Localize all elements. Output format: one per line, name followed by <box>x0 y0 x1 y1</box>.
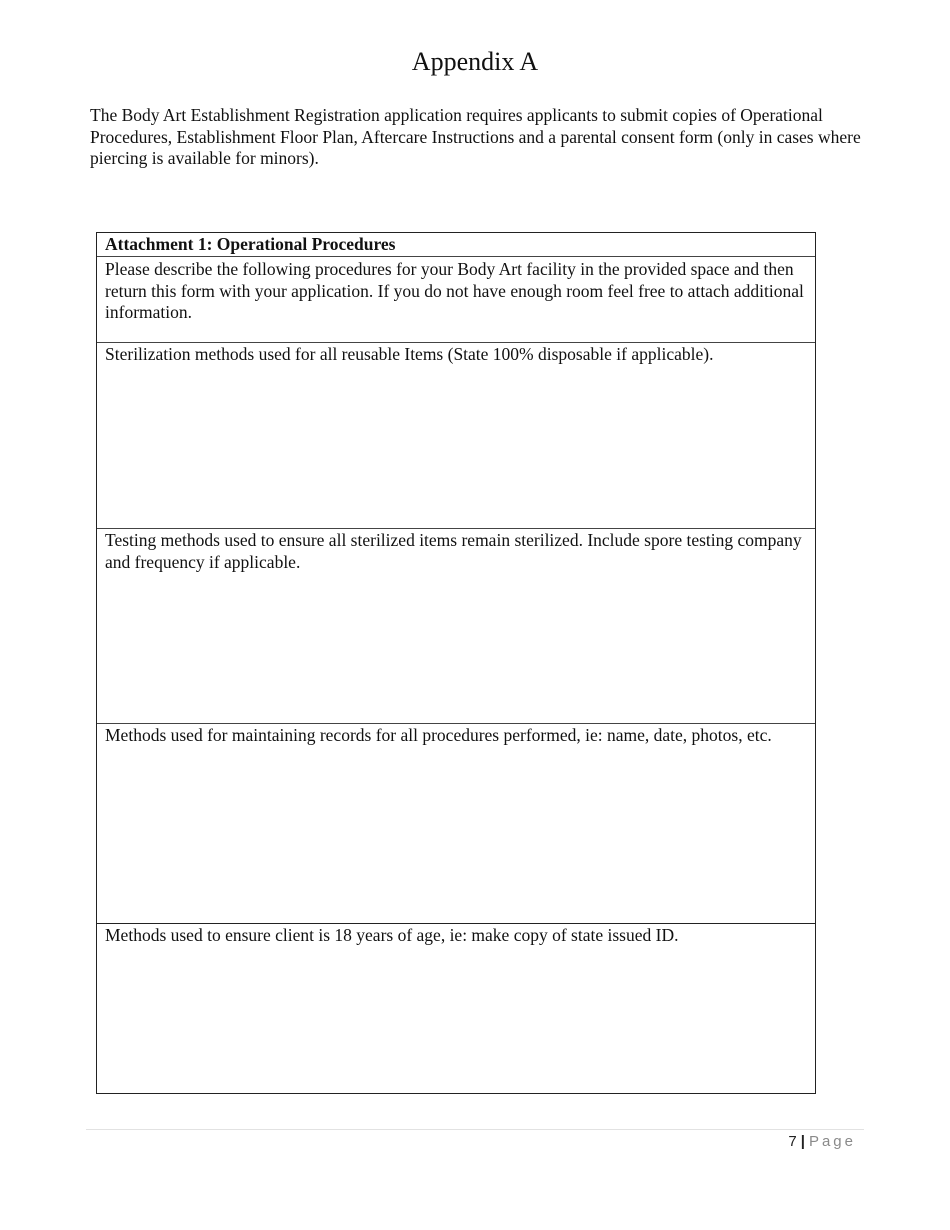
operational-procedures-form <box>96 232 816 1094</box>
testing-methods-prompt: Testing methods used to ensure all sterilized items remain sterilized. Include spore testing company and frequency if applicable. <box>105 530 802 572</box>
form-instructions: Please describe the following procedures for your Body Art facility in the provided space and then return this form with your application. If you do not have enough room feel free to attach additional information. <box>97 256 815 342</box>
sterilization-methods-field[interactable] <box>97 342 815 528</box>
page-title: Appendix A <box>411 47 539 76</box>
age-verification-prompt: Methods used to ensure client is 18 years of age, ie: make copy of state issued ID. <box>105 925 679 945</box>
page-footer <box>788 1131 856 1153</box>
page-label: Page <box>808 1133 856 1150</box>
page-separator: | <box>800 1133 805 1150</box>
intro-paragraph: The Body Art Establishment Registration application requires applicants to submit copies of Operational Procedures, Establishment Floor Plan, Aftercare Instructions and a parental consent form (only in cases where piercing is available for minors). <box>90 105 861 168</box>
age-verification-field[interactable] <box>97 923 815 1093</box>
page-number: 7 <box>788 1133 797 1150</box>
testing-methods-field[interactable] <box>97 528 815 723</box>
footer-divider <box>86 1129 864 1130</box>
record-keeping-field[interactable] <box>97 723 815 923</box>
form-header: Attachment 1: Operational Procedures <box>105 234 396 254</box>
sterilization-methods-prompt: Sterilization methods used for all reusable Items (State 100% disposable if applicable). <box>105 344 714 364</box>
record-keeping-prompt: Methods used for maintaining records for all procedures performed, ie: name, date, photos, etc. <box>105 725 772 745</box>
